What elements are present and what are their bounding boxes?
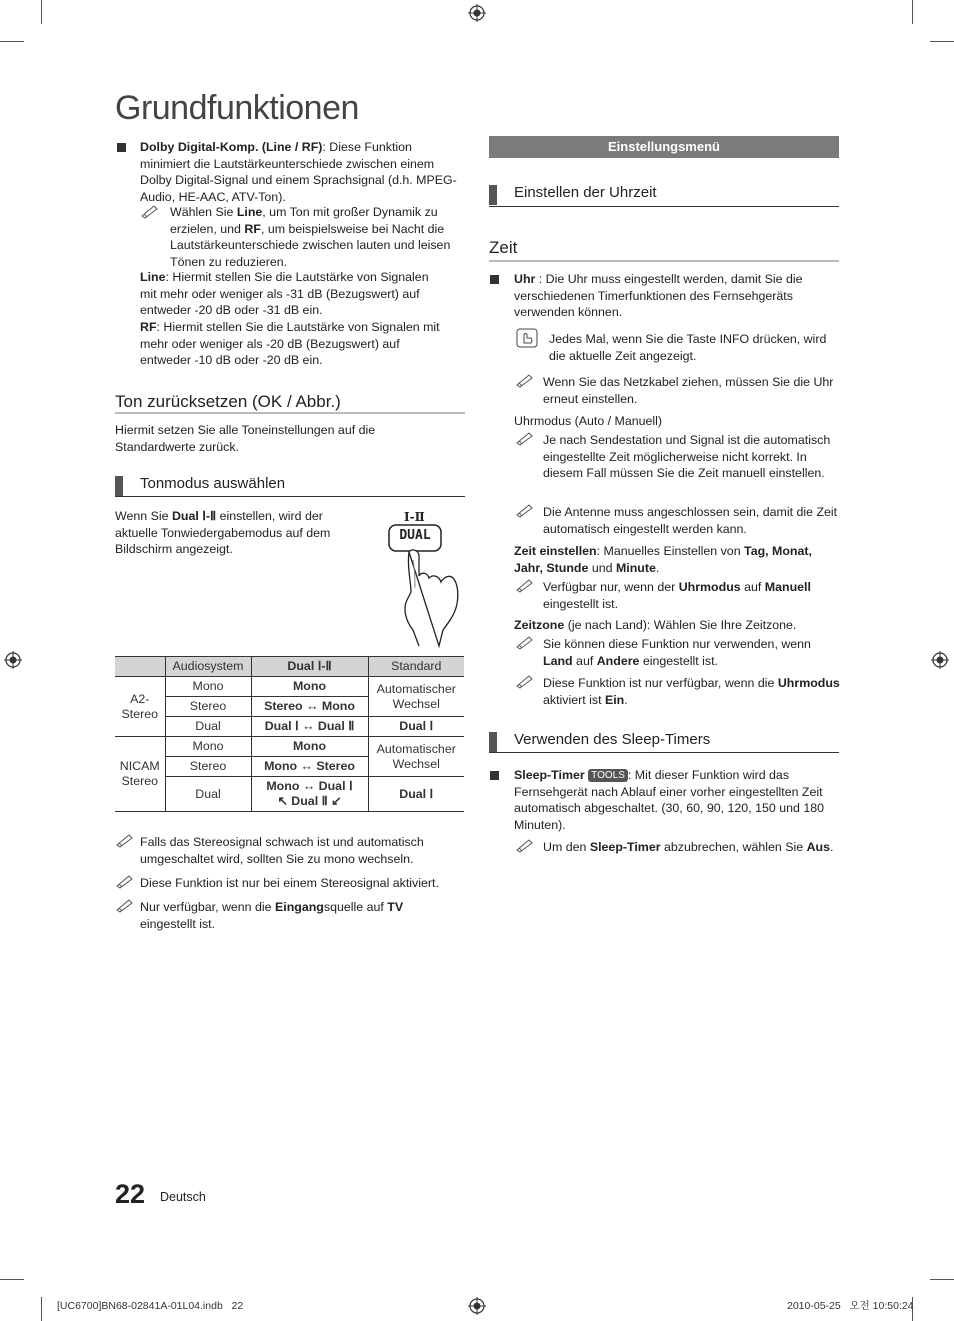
dual-cell: Mono ↔ Stereo bbox=[251, 757, 368, 777]
table-header-cell: Standard bbox=[368, 657, 464, 677]
dolby-text: : Diese Funktion minimiert die Lautstärkeunterschiede zwischen einem Dolby Digital-Signal und einem Sprachsignal (d.h. MPEG-Audio, HE-AAC, ATV-Ton). bbox=[140, 140, 457, 204]
para-text: und bbox=[588, 560, 616, 575]
settings-menu-bar: Einstellungsmenü bbox=[489, 136, 839, 158]
note-text: eingestellt ist. bbox=[140, 916, 216, 931]
page-title: Grundfunktionen bbox=[115, 89, 359, 127]
dual-cell: Mono bbox=[251, 677, 368, 697]
note-pencil-icon bbox=[515, 837, 535, 853]
note-pencil-icon bbox=[115, 897, 135, 913]
audio-cell: Dual bbox=[165, 717, 251, 737]
note-pencil-icon bbox=[515, 430, 535, 446]
para-text: : Manuelles Einstellen von bbox=[596, 544, 745, 558]
table-row bbox=[115, 737, 464, 757]
note-text: . bbox=[830, 840, 834, 854]
note-text: , um Ton mit großer Dynamik zu erzielen, und bbox=[170, 205, 438, 236]
note-text: auf bbox=[572, 653, 597, 668]
note-text: Diese Funktion ist nur verfügbar, wenn die bbox=[543, 676, 778, 690]
audio-cell: Mono bbox=[165, 677, 251, 697]
heading-bar bbox=[489, 732, 497, 752]
table-header-row bbox=[115, 657, 464, 677]
note-pencil-icon bbox=[140, 203, 160, 219]
sleep-heading: Verwenden des Sleep-Timers bbox=[514, 731, 711, 748]
heading-rule bbox=[489, 752, 839, 753]
page-language: Deutsch bbox=[160, 1190, 206, 1204]
rf-label: RF bbox=[140, 320, 157, 334]
heading-bar bbox=[115, 476, 123, 496]
audio-cell: Mono bbox=[165, 737, 251, 757]
print-footer-left: [UC6700]BN68-02841A-01L04.indb 22 bbox=[57, 1300, 244, 1312]
note-pencil-icon bbox=[515, 372, 535, 388]
note-text: auf bbox=[740, 580, 765, 594]
uhr-paragraph bbox=[514, 271, 834, 321]
standard-cell: Automatischer Wechsel bbox=[368, 677, 464, 717]
note-pencil-icon bbox=[115, 873, 135, 889]
crop-mark bbox=[0, 1279, 24, 1280]
standard-cell: Automatischer Wechsel bbox=[368, 737, 464, 777]
tonmodus-text-part: Wenn Sie bbox=[115, 509, 172, 523]
note-bold: Land bbox=[543, 653, 573, 668]
note-pencil-icon bbox=[515, 634, 535, 650]
note-text: . bbox=[624, 692, 628, 707]
tonmodus-heading: Tonmodus auswählen bbox=[140, 475, 286, 492]
sleep-text: : Mit dieser Funktion wird das Fernsehgerät nach Ablauf einer vorher eingestellten Zeit automatisch abgeschaltet. (30, 60, 90, 120, 150 und 180 Minuten). bbox=[514, 768, 824, 832]
note-bold: Sleep-Timer bbox=[589, 840, 661, 854]
sleep-note bbox=[543, 839, 843, 856]
rf-paragraph bbox=[140, 319, 440, 369]
note-bold: Eingang bbox=[275, 900, 324, 914]
note-pencil-icon bbox=[515, 577, 535, 593]
info-note bbox=[549, 331, 841, 364]
zeit-einstellen-paragraph bbox=[514, 543, 834, 576]
note-text: Verfügbar nur, wenn der bbox=[543, 580, 679, 594]
standard-cell: Dual Ⅰ bbox=[368, 777, 464, 812]
netzkabel-note: Wenn Sie das Netzkabel ziehen, müssen Sie die Uhr erneut einstellen. bbox=[543, 375, 834, 406]
uhr-text: : Die Uhr muss eingestellt werden, damit Sie die verschiedenen Timerfunktionen des Fernsehgeräts verwenden können. bbox=[514, 272, 803, 319]
registration-mark-icon bbox=[468, 4, 486, 22]
audio-cell: Stereo bbox=[165, 697, 251, 717]
audio-cell: Dual bbox=[165, 777, 251, 812]
table-header-cell: Audiosystem bbox=[165, 657, 251, 677]
zeit-einstellen-label: Zeit einstellen bbox=[514, 544, 597, 558]
sleep-paragraph bbox=[514, 767, 836, 833]
dual-button: DUAL bbox=[399, 528, 431, 543]
bullet-icon bbox=[117, 143, 126, 152]
dual-cell bbox=[251, 777, 368, 812]
note-bold: Uhrmodus bbox=[678, 580, 741, 594]
dolby-note bbox=[170, 204, 460, 270]
note-bold: TV bbox=[387, 900, 404, 914]
note-text: Wählen Sie bbox=[170, 205, 237, 219]
para-bold: Minute bbox=[615, 560, 656, 575]
note-text: eingestellt ist. bbox=[639, 653, 718, 668]
note-text: drücken, wird die aktuelle Zeit angezeigt. bbox=[549, 332, 827, 363]
para-text: . bbox=[655, 560, 660, 575]
note-text: squelle auf bbox=[323, 900, 388, 914]
remote-hand-icon bbox=[516, 328, 538, 348]
note-text: Jedes Mal, wenn Sie die Taste bbox=[549, 332, 720, 346]
registration-mark-icon bbox=[931, 651, 949, 669]
crop-mark bbox=[930, 1279, 954, 1280]
bullet-icon bbox=[490, 771, 499, 780]
zeitzone-note-1 bbox=[543, 636, 841, 669]
zeit-einstellen-note bbox=[543, 579, 841, 612]
note-bold: Aus bbox=[806, 840, 830, 854]
line-paragraph bbox=[140, 269, 440, 319]
audio-cell: Stereo bbox=[165, 757, 251, 777]
zeitzone-text: (je nach Land): Wählen Sie Ihre Zeitzone. bbox=[564, 618, 797, 632]
uhrzeit-heading: Einstellen der Uhrzeit bbox=[514, 184, 657, 201]
table-row bbox=[115, 777, 464, 812]
page-number: 22 bbox=[115, 1179, 146, 1209]
heading-rule bbox=[115, 412, 465, 414]
tonmodus-text-part: einstellen, wird der aktuelle Tonwiedergabemodus auf dem Bildschirm angezeigt. bbox=[115, 509, 331, 556]
note-text: abzubrechen, wählen Sie bbox=[660, 840, 807, 854]
crop-mark bbox=[0, 41, 24, 42]
crop-mark bbox=[41, 0, 42, 24]
heading-rule bbox=[115, 496, 465, 497]
note-bold: Uhrmodus bbox=[777, 676, 840, 690]
note-text: eingestellt ist. bbox=[543, 596, 619, 611]
reset-text: Hiermit setzen Sie alle Toneinstellungen auf die Standardwerte zurück. bbox=[115, 423, 376, 454]
zeitzone-paragraph bbox=[514, 617, 834, 634]
crop-mark bbox=[41, 1297, 42, 1321]
print-footer-right: 2010-05-25 오전 10:50:24 bbox=[787, 1300, 914, 1312]
line-label: Line bbox=[140, 270, 166, 284]
note-stereo-only: Diese Funktion ist nur bei einem Stereosignal aktiviert. bbox=[140, 876, 439, 890]
note-text: Nur verfügbar, wenn die bbox=[140, 900, 275, 914]
uhrmodus-note-2: Die Antenne muss angeschlossen sein, damit die Zeit automatisch eingestellt werden kann. bbox=[543, 505, 838, 536]
table-header-cell: Dual Ⅰ-Ⅱ bbox=[251, 657, 368, 677]
dolby-label: Dolby Digital-Komp. (Line / RF) bbox=[140, 140, 323, 154]
note-bold: Andere bbox=[596, 653, 640, 668]
note-input-tv bbox=[140, 899, 440, 932]
heading-rule bbox=[489, 206, 839, 207]
note-text: Um den bbox=[543, 840, 590, 854]
dual-cell-line: ↖ Dual Ⅱ ↙ bbox=[277, 794, 342, 808]
dolby-paragraph bbox=[140, 139, 462, 205]
group-label-a2: A2- Stereo bbox=[115, 677, 165, 737]
crop-mark bbox=[930, 41, 954, 42]
bullet-icon bbox=[490, 275, 499, 284]
heading-rule bbox=[489, 260, 839, 262]
zeitzone-label: Zeitzone bbox=[514, 618, 565, 632]
heading-bar bbox=[489, 185, 497, 205]
rf-text: : Hiermit stellen Sie die Lautstärke von Signalen mit mehr oder weniger als -20 dB (Bezugswert) auf entweder -10 dB oder -20 dB ein. bbox=[140, 320, 440, 367]
note-bold: RF bbox=[244, 221, 261, 236]
standard-cell: Dual Ⅰ bbox=[368, 717, 464, 737]
sleep-label: Sleep-Timer bbox=[514, 768, 585, 782]
remote-label-top: Ⅰ-Ⅱ bbox=[404, 510, 425, 524]
crop-mark bbox=[912, 0, 913, 24]
tonmodus-bold: Dual Ⅰ-Ⅱ bbox=[171, 509, 217, 523]
registration-mark-icon bbox=[4, 651, 22, 669]
table-header-cell bbox=[115, 657, 165, 677]
table-row bbox=[115, 717, 464, 737]
group-label-nicam: NICAM Stereo bbox=[115, 737, 165, 812]
para-bold: Tag, Monat, Jahr, Stunde bbox=[514, 544, 812, 575]
uhr-label: Uhr bbox=[514, 272, 536, 286]
registration-mark-icon bbox=[468, 1297, 486, 1315]
note-pencil-icon bbox=[115, 832, 135, 848]
tools-badge: TOOLS bbox=[588, 769, 628, 782]
note-weak-stereo: Falls das Stereosignal schwach ist und automatisch umgeschaltet wird, sollten Sie zu mono wechseln. bbox=[140, 835, 424, 866]
table-row bbox=[115, 677, 464, 697]
note-bold: Manuell bbox=[764, 580, 811, 594]
uhrmodus-note-1: Je nach Sendestation und Signal ist die automatisch eingestellte Zeit möglicherweise nicht korrekt. In diesem Fall müssen Sie die Zeit manuell einstellen. bbox=[543, 433, 831, 480]
dual-cell-line: Mono ↔ Dual Ⅰ bbox=[266, 779, 353, 793]
info-key: INFO bbox=[719, 332, 750, 346]
dual-cell: Mono bbox=[251, 737, 368, 757]
reset-heading: Ton zurücksetzen (OK / Abbr.) bbox=[115, 392, 341, 411]
note-text: aktiviert ist bbox=[543, 692, 605, 707]
note-text: Sie können diese Funktion nur verwenden, wenn bbox=[543, 637, 811, 651]
note-text: , um beispielsweise bei Nacht die Lautstärkeunterschiede zwischen lauten und leisen Tönen zu reduzieren. bbox=[170, 221, 451, 269]
zeitzone-note-2 bbox=[543, 675, 841, 708]
dual-cell: Dual Ⅰ ↔ Dual Ⅱ bbox=[251, 717, 368, 737]
note-bold: Ein bbox=[604, 692, 625, 707]
note-pencil-icon bbox=[515, 502, 535, 518]
note-bold: Line bbox=[236, 205, 263, 219]
uhrmodus-label: Uhrmodus (Auto / Manuell) bbox=[514, 414, 663, 428]
line-text: : Hiermit stellen Sie die Lautstärke von Signalen mit mehr oder weniger als -31 dB (Bezugswert) auf entweder -20 dB oder -31 dB ein. bbox=[140, 270, 429, 317]
audio-table bbox=[115, 656, 464, 812]
dual-cell: Stereo ↔ Mono bbox=[251, 697, 368, 717]
tonmodus-text bbox=[115, 508, 355, 558]
zeit-heading: Zeit bbox=[489, 238, 518, 257]
note-pencil-icon bbox=[515, 673, 535, 689]
